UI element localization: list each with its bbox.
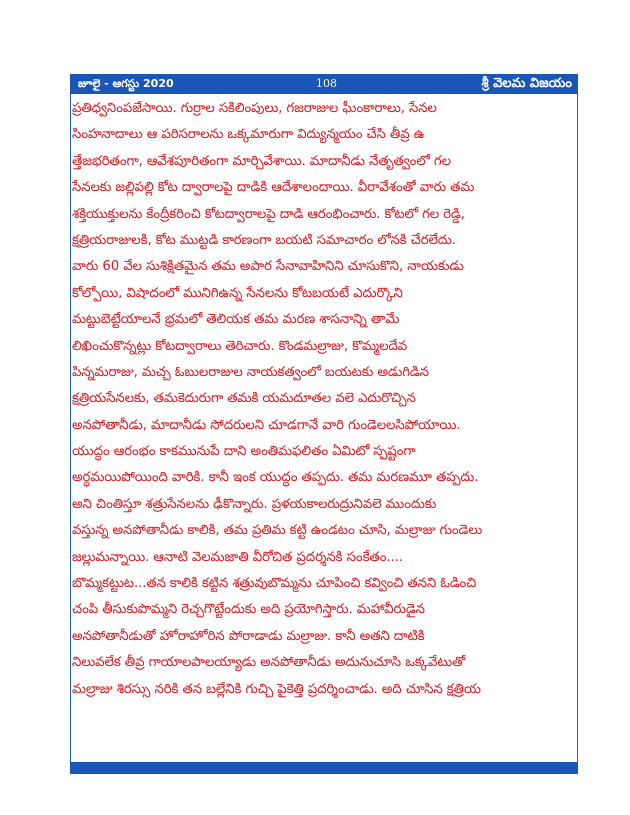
- magazine-title: శ్రీ వెలమ విజయం: [481, 76, 572, 91]
- text-line: చంపి తీసుకుపొమ్మని రెచ్చగొట్టేందుకు అది ప్రయోగిస్తారు. మహావీరుడైన: [72, 602, 425, 618]
- text-line: అనపోతానీడు, మాదానీడు సోదరులని చూడగానే వారి గుండెలలసిపోయాయి.: [72, 417, 461, 433]
- text-line: జల్లుమన్నాయి. ఆనాటి వెలమజాతి వీరోచిత ప్రదర్శనకి సంకేతం....: [72, 549, 403, 565]
- page-number: 108: [316, 77, 337, 90]
- text-line: వారు 60 వేల సుశిక్షితమైన తమ అపార సేనావాహినిని చూసుకొని, నాయకుడు: [72, 259, 464, 275]
- text-line: ప్రతిధ్వనింపజేసాయి. గుర్రాల సకిలింపులు, గజరాజుల ఘీంకారాలు, సేనల: [72, 101, 437, 116]
- text-line: అని చింతిస్తూ శత్రుసేనలను ఢీకొన్నారు. ప్రళయకాలరుద్రునివలె ముందుకు: [72, 496, 437, 512]
- text-line: శక్తియుక్తులను కేంద్రీకరించి కోటద్వారాలపై దాడి ఆరంభించారు. కోటలో గల రెడ్డి,: [72, 206, 465, 222]
- text-line: పిన్నమరాజు, మచ్చ ఓబులరాజుల నాయకత్వంలో బయటకు అడుగిడిన: [72, 364, 429, 380]
- text-line: క్షత్రియరాజులకి, కోట ముట్టడి కారణంగా బయటి సమాచారం లోనకి చేరలేదు.: [72, 232, 456, 248]
- issue-date: జూలై - ఆగస్టు 2020: [78, 77, 174, 90]
- text-line: యుద్ధం ఆరంభం కాకమునుపే దాని అంతిమఫలితం ఏమిటో స్పష్టంగా: [72, 444, 416, 460]
- text-line: వస్తున్న అనపోతానీడు కాలికి, తమ ప్రతిమ కట్టి ఉండటం చూసి, మల్రాజు గుండెలు: [72, 523, 483, 539]
- text-line: కోల్పోయి, విషాదంలో మునిగిఉన్న సేనలను కోటబయటే ఎదుర్కొని: [72, 285, 403, 301]
- text-line: అనపోతానీడుతో హోరాహోరిన పోరాడాడు మల్రాజు. కానీ అతని దాటికి: [72, 628, 425, 644]
- text-line: లిఖించుకొన్నట్లు కోటద్వారాలు తెరిచారు. కొండమల్రాజు, కొమ్మలదేవ: [72, 338, 408, 354]
- footer-bar: [70, 762, 578, 774]
- text-line: సేనలకు జల్లిపల్లి కోట ద్వారాలపై దాడికి ఆదేశాలందాయి. వీరావేశంతో వారు తమ: [72, 180, 475, 196]
- text-line: బొమ్మకట్టుట...తన కాలికి కట్టిన శత్రువుబొమ్మను చూపించి కవ్వించి తనని ఓడించి: [72, 576, 477, 592]
- text-line: మల్రాజు శిరస్సు నరికి తన బల్లేనికి గుచ్చి పైకెత్తి ప్రదర్శించాడు. అది చూసిన క్షత్రియ: [72, 681, 481, 697]
- text-line: త్తేజభరితంగా, ఆవేశపూరితంగా మార్చివేశాయి. మాదానీడు నేతృత్వంలో గల: [72, 153, 451, 169]
- article-body: [70, 96, 578, 703]
- text-line: నిలువలేక తీవ్ర గాయాలపాలయ్యాడు అనపోతానీడు అదునుచూసి ఒక్కవేటుతో: [72, 655, 466, 671]
- text-line: సింహనాదాలు ఆ పరిసరాలను ఒక్కమారుగా విద్యున్మయం చేసి తీవ్ర ఉ: [72, 127, 425, 143]
- text-line: మట్టుబెట్టేయాలనే భ్రమలో తెలియక తమ మరణ శాసనాన్ని తామే: [72, 312, 400, 328]
- text-line: క్షత్రియసేనలకు, తమకెదురుగా తమకి యమదూతల వలె ఎదురొచ్చిన: [72, 391, 416, 407]
- text-line: అర్ధమయిపోయింది వారికి. కానీ ఇంక యుద్ధం తప్పదు. తమ మరణమూ తప్పదు.: [72, 470, 479, 486]
- page-header: [70, 74, 578, 94]
